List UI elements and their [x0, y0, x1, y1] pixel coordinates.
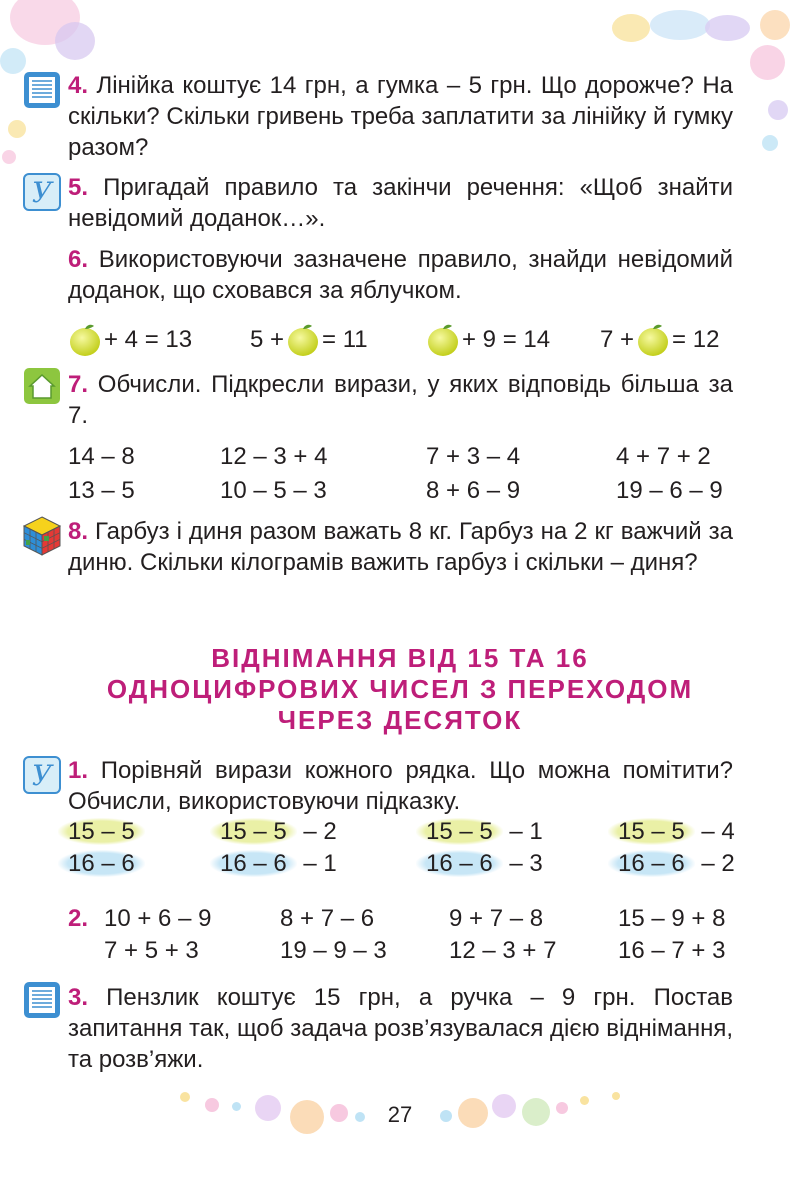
rubik-cube-icon: [20, 514, 64, 558]
task-text: Пензлик коштує 15 грн, а ручка – 9 грн. Постав запитання так, щоб задача розв’язувалася дією віднімання, та розв’яжи.: [68, 984, 734, 1073]
equation-after: = 11: [322, 326, 368, 353]
expression: 9 + 7 – 8: [449, 905, 544, 932]
hint-row: [0, 848, 800, 880]
expression: 14 – 8: [68, 443, 135, 470]
section-title-line-3: ЧЕРЕЗ ДЕСЯТОК: [277, 705, 523, 735]
hint-expression: 15 – 5 – 2: [220, 816, 337, 848]
equation: [600, 322, 719, 358]
svg-text:У: У: [31, 759, 53, 792]
task-1: [68, 755, 733, 817]
task-number: 8.: [68, 518, 89, 545]
task-text: Лінійка коштує 14 грн, а гумка – 5 грн. Що дорожче? На скільки? Скільки гривень треба заплатити за лінійку й гумку разом?: [68, 72, 733, 161]
task-number: 6.: [68, 246, 89, 273]
task-number: 3.: [68, 984, 89, 1011]
expression-row: [0, 935, 800, 967]
hint-expression: 16 – 6 – 2: [618, 848, 735, 880]
task-number: 4.: [68, 72, 89, 99]
expression: 10 + 6 – 9: [104, 905, 212, 932]
apple-icon: [68, 323, 102, 357]
hint-expression: 15 – 5: [68, 816, 145, 848]
notebook-icon: [22, 70, 62, 110]
task-text: Гарбуз і диня разом важать 8 кг. Гарбуз на 2 кг важчий за диню. Скільки кілограмів важить гарбуз і скільки – диня?: [68, 518, 734, 576]
task-text: Обчисли. Підкресли вирази, у яких відповідь більша за 7.: [68, 371, 734, 429]
equation-after: + 9 = 14: [462, 326, 551, 353]
equation: [250, 322, 368, 358]
cursive-u-icon: [22, 755, 62, 795]
task-number: 5.: [68, 174, 89, 201]
task-text: Використовуючи зазначене правило, знайди невідомий доданок, що сховався за яблучком.: [68, 246, 733, 304]
svg-text:У: У: [31, 176, 53, 209]
task-6: [68, 244, 733, 306]
expression: 16 – 7 + 3: [618, 937, 726, 964]
equation-before: 7 +: [600, 326, 635, 353]
apple-icon: [636, 323, 670, 357]
section-title-line-1: ВІДНІМАННЯ ВІД 15 ТА 16: [211, 643, 589, 673]
task-3: [68, 982, 733, 1075]
equation-after: + 4 = 13: [104, 326, 193, 353]
equation: [66, 322, 192, 358]
task-text: Порівняй вирази кожного рядка. Що можна помітити? Обчисли, використовуючи підказку.: [68, 757, 733, 815]
expression: 15 – 9 + 8: [618, 905, 726, 932]
equation-after: = 12: [672, 326, 720, 353]
expression: 12 – 3 + 7: [449, 937, 557, 964]
expression: 8 + 7 – 6: [280, 905, 375, 932]
equation-before: 5 +: [250, 326, 285, 353]
equation: [424, 322, 550, 358]
expression: 13 – 5: [68, 477, 135, 504]
task-5: [68, 172, 733, 234]
expression: 7 + 5 + 3: [104, 937, 199, 964]
hint-row: [0, 816, 800, 848]
expression: 4 + 7 + 2: [616, 443, 711, 470]
section-title-line-2: ОДНОЦИФРОВИХ ЧИСЕЛ З ПЕРЕХОДОМ: [106, 674, 694, 704]
task-8: [68, 516, 733, 578]
house-icon: [22, 366, 62, 406]
expression: 10 – 5 – 3: [220, 477, 327, 504]
task-4: [68, 70, 733, 163]
hint-expression: 16 – 6 – 1: [220, 848, 337, 880]
task-7: [68, 369, 733, 431]
hint-expression: 16 – 6 – 3: [426, 848, 543, 880]
hint-expression: 15 – 5 – 4: [618, 816, 735, 848]
hint-expression: 15 – 5 – 1: [426, 816, 543, 848]
expression: 8 + 6 – 9: [426, 477, 521, 504]
expression-row: [0, 441, 800, 473]
expression-row: [0, 903, 800, 935]
apple-icon: [426, 323, 460, 357]
page-number: 27: [387, 1102, 413, 1127]
cursive-u-icon: [22, 172, 62, 212]
notebook-icon: [22, 980, 62, 1020]
expression: 7 + 3 – 4: [426, 443, 521, 470]
apple-equations: [0, 322, 800, 358]
expression: 19 – 9 – 3: [280, 937, 387, 964]
task-text: Пригадай правило та закінчи речення: «Щоб знайти невідомий доданок…».: [68, 174, 733, 232]
hint-expression: 16 – 6: [68, 848, 145, 880]
expression-row: [0, 475, 800, 507]
task-number: 2.: [68, 905, 89, 932]
expression: 19 – 6 – 9: [616, 477, 723, 504]
expression: 12 – 3 + 4: [220, 443, 328, 470]
task-number: 1.: [68, 757, 89, 784]
apple-icon: [286, 323, 320, 357]
task-number: 7.: [68, 371, 89, 398]
